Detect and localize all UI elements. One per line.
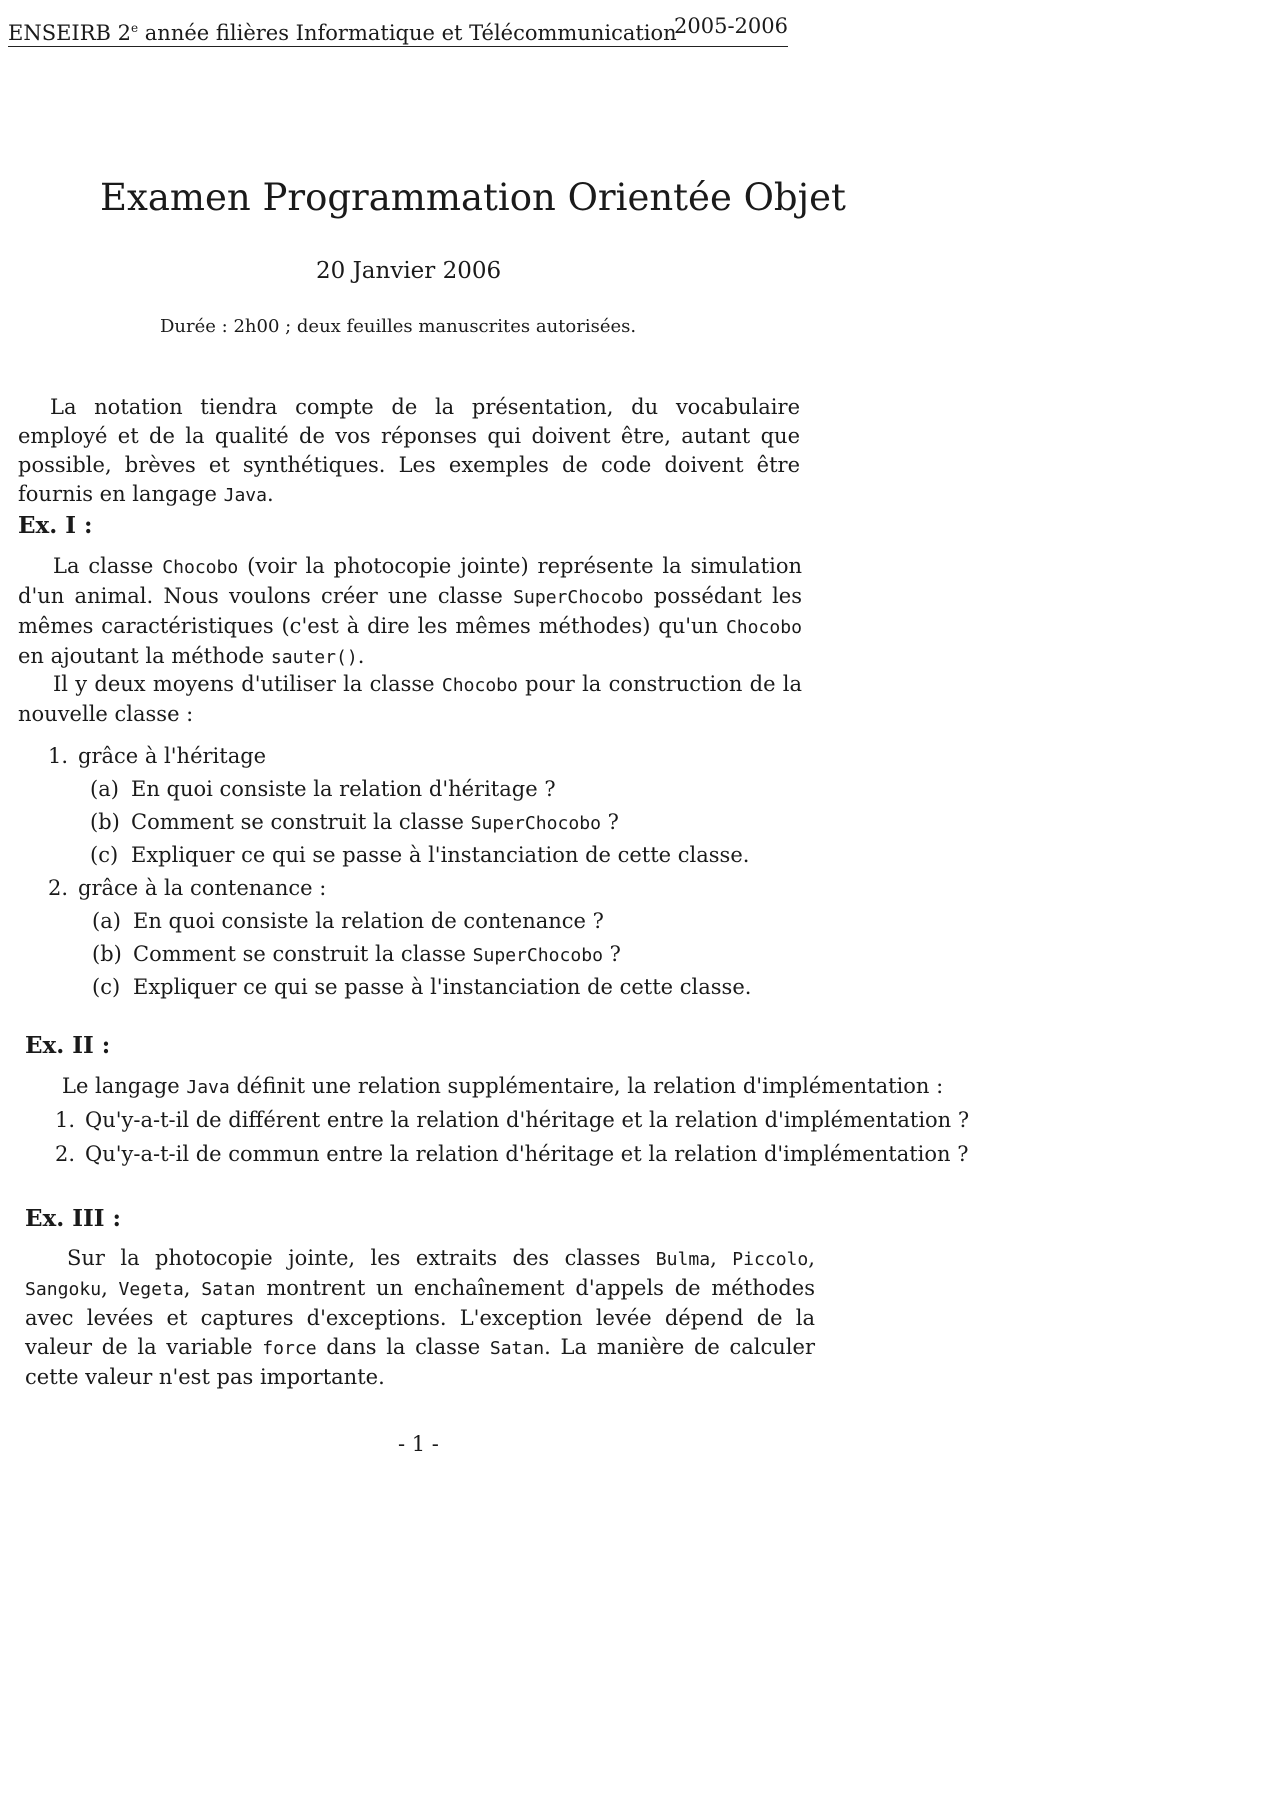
ex1-item-1b-text: Comment se construit la classe [131, 810, 471, 834]
ex1-item-2c-text: Expliquer ce qui se passe à l'instanciation de cette classe. [133, 975, 752, 999]
ex1-item-1-label: grâce à l'héritage [78, 744, 267, 768]
header-institution [8, 10, 677, 51]
ex3-code-sangoku: Sangoku [25, 1279, 102, 1300]
ex3-text-5: , [183, 1276, 202, 1300]
ex1-item-2b-text: Comment se construit la classe [133, 942, 473, 966]
header-superscript: e [131, 21, 139, 35]
header-left-post: année filières Informatique et Télécommunication [138, 21, 677, 45]
ex3-text-4: , [101, 1276, 119, 1300]
ex1-item-2b-after: ? [602, 942, 621, 966]
exam-title: Examen Programmation Orientée Objet [100, 176, 846, 219]
ex1-item-1b-code: SuperChocobo [470, 813, 601, 834]
ex1-p1-text-2: (voir la photocopie jointe) représente la simulation d'un animal. Nous voulons créer une classe [18, 554, 802, 608]
ex3-text-2: , [710, 1246, 733, 1270]
exam-duration: Durée : 2h00 ; deux feuilles manuscrites autorisées. [160, 316, 637, 337]
ex1-p1-code-2: SuperChocobo [513, 587, 644, 608]
ex1-p2-code-1: Chocobo [441, 675, 518, 696]
ex1-p1-text-5: . [357, 644, 365, 668]
ex1-p1-code-4: sauter() [270, 647, 358, 668]
ex3-code-piccolo: Piccolo [732, 1249, 809, 1270]
ex1-item-1b-letter: (b) [90, 810, 120, 834]
ex1-item-2b-code: SuperChocobo [472, 945, 603, 966]
ex2-paragraph [62, 1072, 943, 1102]
header-years: 2005-2006 [674, 14, 788, 38]
ex1-item-2b-letter: (b) [92, 942, 122, 966]
ex3-text-1: Sur la photocopie jointe, les extraits des classes [67, 1246, 656, 1270]
ex3-code-satan-2: Satan [489, 1338, 545, 1359]
ex1-item-2b [92, 942, 621, 966]
ex2-text-after: définit une relation supplémentaire, la relation d'implémentation : [229, 1074, 944, 1098]
ex1-item-2c-letter: (c) [92, 975, 121, 999]
ex3-code-vegeta: Vegeta [118, 1279, 184, 1300]
ex1-p2-text-1: Il y deux moyens d'utiliser la classe [53, 672, 442, 696]
ex2-item-1-number: 1. [55, 1108, 76, 1132]
ex1-item-2 [48, 876, 326, 900]
exam-date: 20 Janvier 2006 [316, 258, 502, 284]
header-left-pre: ENSEIRB 2 [8, 21, 131, 45]
ex2-item-1 [55, 1108, 969, 1132]
ex1-p2-text-2: pour la construction de la nouvelle classe : [18, 672, 802, 726]
ex3-text-3: , [808, 1246, 815, 1270]
ex1-item-1c [90, 843, 749, 867]
ex1-heading: Ex. I : [18, 512, 93, 539]
ex1-item-1b [90, 810, 619, 834]
ex1-p1-text-4: en ajoutant la méthode [18, 644, 271, 668]
ex1-p1-code-3: Chocobo [725, 617, 802, 638]
ex1-item-1a-letter: (a) [90, 777, 119, 801]
ex3-code-satan: Satan [201, 1279, 256, 1300]
ex1-p1-text-1: La classe [53, 554, 163, 578]
ex2-item-2-text: Qu'y-a-t-il de commun entre la relation d'héritage et la relation d'implémentation ? [85, 1142, 969, 1166]
ex1-item-1b-after: ? [600, 810, 619, 834]
ex1-paragraph-1 [18, 552, 802, 672]
ex3-text-6: montrent un enchaînement d'appels de méthodes avec levées et captures d'exceptions. L'exception levée dépend de la valeur de la variable [25, 1276, 815, 1359]
ex1-item-1a [90, 777, 556, 801]
ex1-p1-text-3: possédant les mêmes caractéristiques (c'est à dire les mêmes méthodes) qu'un [18, 584, 802, 638]
ex2-item-1-text: Qu'y-a-t-il de différent entre la relation d'héritage et la relation d'implémentation ? [85, 1108, 970, 1132]
ex3-heading: Ex. III : [25, 1205, 122, 1232]
intro-paragraph [18, 393, 800, 510]
page-header [8, 10, 788, 47]
intro-text-before: La notation tiendra compte de la présentation, du vocabulaire employé et de la qualité de vos réponses qui doivent être, autant que possible, brèves et synthétiques. Les exemples de code doivent être fournis en langage [18, 395, 800, 506]
ex2-code-java: Java [186, 1077, 230, 1098]
ex2-text-before: Le langage [62, 1074, 187, 1098]
ex3-code-bulma: Bulma [655, 1249, 711, 1270]
ex2-heading: Ex. II : [25, 1032, 111, 1059]
ex2-item-2 [55, 1142, 968, 1166]
ex1-item-2a-text: En quoi consiste la relation de contenance ? [133, 909, 604, 933]
ex1-item-2c [92, 975, 751, 999]
intro-text [18, 393, 800, 510]
ex3-text-7: dans la classe [316, 1335, 490, 1359]
ex1-item-2a-letter: (a) [92, 909, 121, 933]
ex3-paragraph [25, 1244, 815, 1392]
intro-text-after: . [267, 482, 274, 506]
ex3-text-8: . La manière de calculer cette valeur n'est pas importante. [25, 1335, 815, 1389]
ex1-paragraph-2 [18, 670, 802, 729]
ex1-item-2-label: grâce à la contenance : [78, 876, 327, 900]
ex1-item-2-number: 2. [48, 876, 69, 900]
ex1-p1-code-1: Chocobo [162, 557, 239, 578]
ex1-item-1 [48, 744, 266, 768]
ex1-item-1-number: 1. [48, 744, 69, 768]
ex1-item-1a-text: En quoi consiste la relation d'héritage ? [131, 777, 556, 801]
ex1-item-2a [92, 909, 604, 933]
ex1-item-1c-text: Expliquer ce qui se passe à l'instanciation de cette classe. [131, 843, 750, 867]
ex1-item-1c-letter: (c) [90, 843, 119, 867]
page-number: - 1 - [398, 1432, 439, 1456]
intro-code-java: Java [223, 485, 268, 506]
ex2-item-2-number: 2. [55, 1142, 76, 1166]
ex3-code-force: force [262, 1338, 317, 1359]
